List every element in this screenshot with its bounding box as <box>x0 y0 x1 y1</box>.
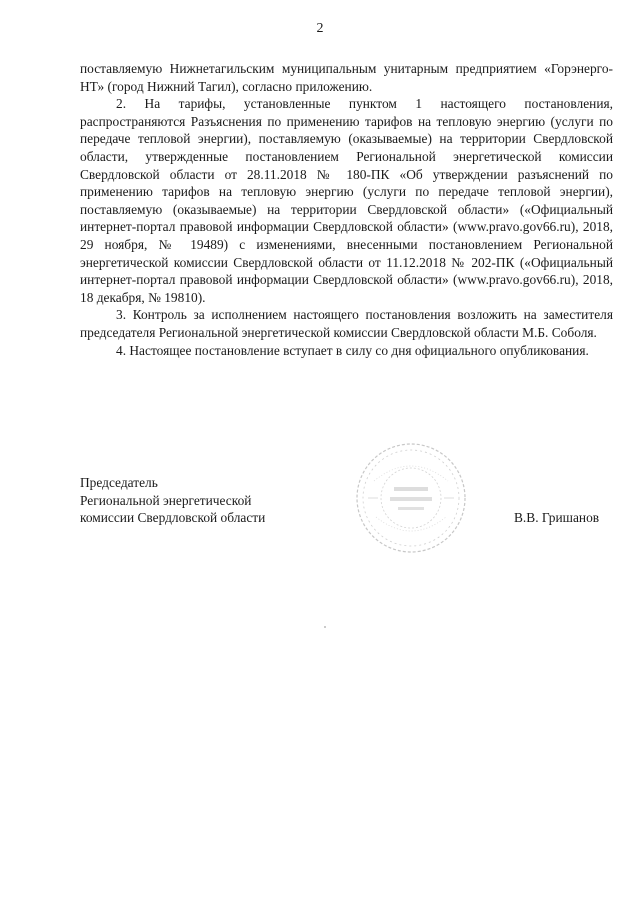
signer-position-line-3: комиссии Свердловской области <box>80 510 266 526</box>
scan-speck <box>324 626 326 628</box>
paragraph-continuation: поставляемую Нижнетагильским муниципальным унитарным предприятием «Горэнерго-НТ» (город Нижний Тагил), согласно приложению. <box>80 61 613 94</box>
document-body <box>80 60 613 359</box>
signer-name: В.В. Гришанов <box>514 510 600 525</box>
signer-position-line-1: Председатель <box>80 475 158 490</box>
paragraph-item-4: 4. Настоящее постановление вступает в силу со дня официального опубликования. <box>116 342 589 358</box>
paragraph-item-3: 3. Контроль за исполнением настоящего постановления возложить на заместителя председателя Региональной энергетической комиссии Свердловской области М.Б. Соболя. <box>80 307 613 340</box>
paragraph-item-2: 2. На тарифы, установленные пунктом 1 настоящего постановления, распространяются Разъяснения по применению тарифов на тепловую энергию (услуги по передаче тепловой энергии), поставляемую (оказываемые) на территории Свердловской области, утвержденные постановлением Региональной энергетической комиссии Свердловской области от 28.11.2018 № 180-ПК «Об утверждении разъяснений по применению тарифов на тепловую энергию (услуги по передаче тепловой энергии), поставляемую (оказываемые) на территории Свердловской области» («Официальный интернет-портал правовой информации Свердловской области» (www.pravo.gov66.ru), 2018, 29 ноября, № 19489) с изменениями, внесенными постановлением Региональной энергетической комиссии Свердловской области от 11.12.2018 № 202-ПК («Официальный интернет-портал правовой информации Свердловской области» (www.pravo.gov66.ru), 2018, 18 декабря, № 19810). <box>80 96 613 305</box>
signature-block <box>80 474 620 527</box>
signer-position-line-2: Региональной энергетической <box>80 492 252 508</box>
page-number: 2 <box>316 21 324 36</box>
